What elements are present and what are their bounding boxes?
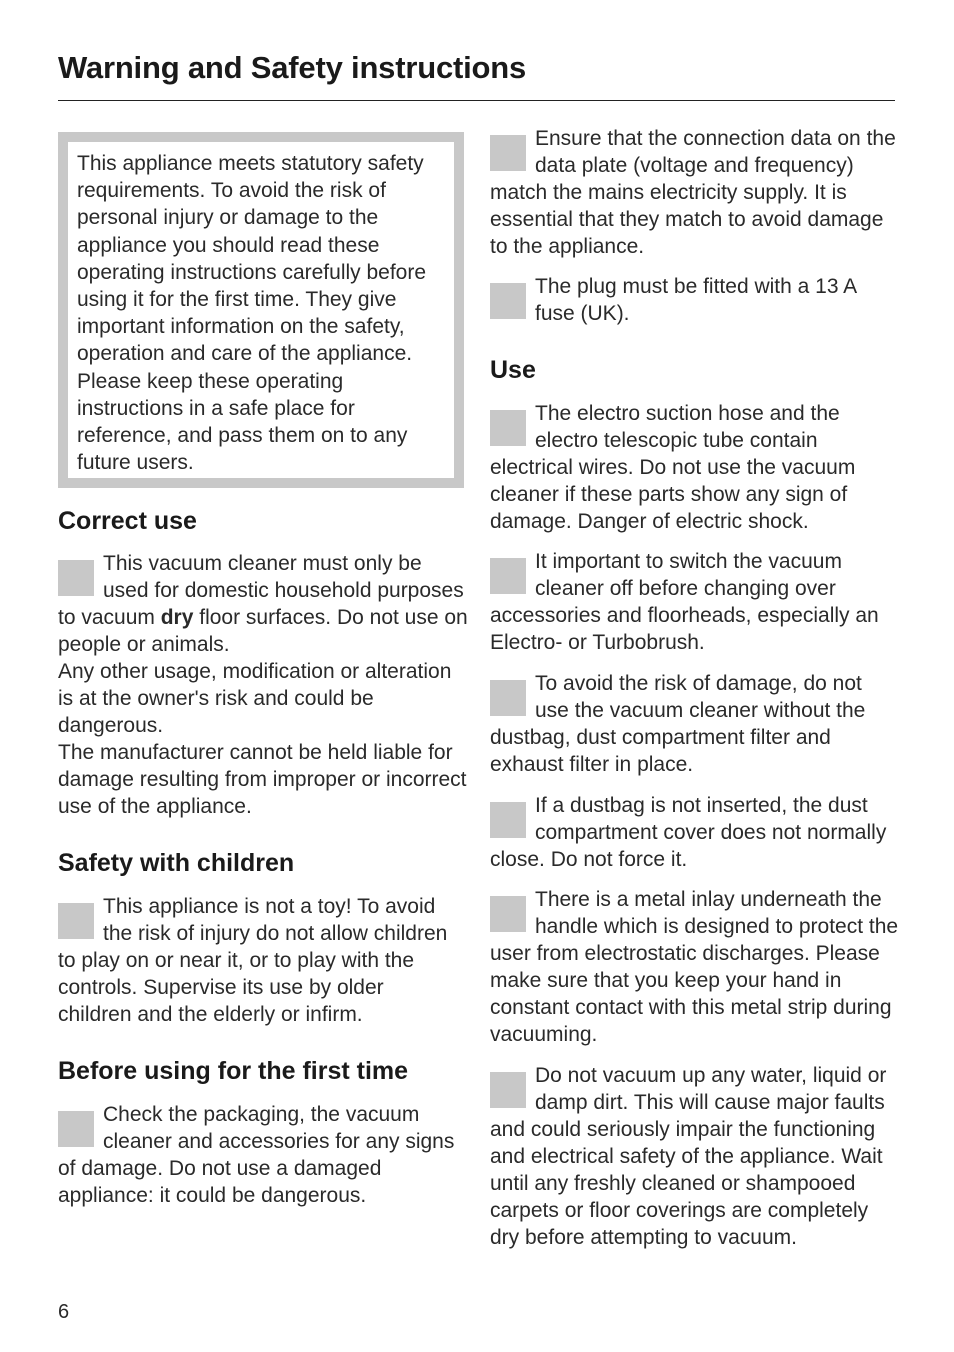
note-use-3: To avoid the risk of damage, do not use the vacuum cleaner without the dustbag, dust compartment filter and exhaust filter in place. (490, 672, 866, 776)
page-title: Warning and Safety instructions (58, 50, 527, 85)
note-use-4: If a dustbag is not inserted, the dust compartment cover does not normally close. Do not force it. (490, 794, 887, 871)
note-correct-use (58, 550, 468, 820)
warning-bullet-icon (58, 1111, 94, 1147)
bold-dry: dry (160, 606, 194, 629)
title-divider (58, 100, 895, 101)
intro-notice-text: This appliance meets statutory safety requirements. To avoid the risk of personal injury or damage to the appliance you should read these operating instructions carefully before using it for the first time. They give important information on the safety, operation and care of the appliance. Please keep these operating instructions in a safe place for reference, and pass them on to any future users. (68, 142, 454, 478)
page-number: 6 (58, 1301, 70, 1323)
note-use-5: There is a metal inlay underneath the handle which is designed to protect the user from electrostatic discharges. Please make sure that you keep your hand in constant contact with this metal strip during vacuuming. (490, 888, 899, 1046)
heading-correct-use: Correct use (58, 507, 197, 535)
warning-bullet-icon (490, 1072, 526, 1108)
note-correct-use-para3: The manufacturer cannot be held liable for damage resulting from improper or incorrect use of the appliance. (58, 741, 467, 818)
note-use-1: The electro suction hose and the electro telescopic tube contain electrical wires. Do not use the vacuum cleaner if these parts show any sign of damage. Danger of electric shock. (490, 402, 856, 533)
note-first-time-3: The plug must be fitted with a 13 A fuse (UK). (490, 273, 900, 327)
warning-bullet-icon (490, 680, 526, 716)
note-correct-use-para1: This vacuum cleaner must only be used for domestic household purposes to vacuum dry floor surfaces. Do not use on people or animals. (58, 552, 468, 656)
note-use-2: It important to switch the vacuum cleaner off before changing over accessories and floorheads, especially an Electro- or Turbobrush. (490, 550, 879, 654)
heading-safety-children: Safety with children (58, 849, 295, 877)
warning-bullet-icon (490, 410, 526, 446)
note-children: This appliance is not a toy! To avoid the risk of injury do not allow children to play on or near it, or to play with the controls. Supervise its use by older children and the elderly or infirm. (58, 895, 448, 1026)
warning-bullet-icon (490, 558, 526, 594)
note-first-time-2: Ensure that the connection data on the data plate (voltage and frequency) match the mains electricity supply. It is essential that they match to avoid damage to the appliance. (490, 127, 896, 258)
warning-bullet-icon (490, 135, 526, 171)
warning-bullet-icon (490, 283, 526, 319)
heading-first-time: Before using for the first time (58, 1057, 409, 1085)
heading-use: Use (490, 356, 536, 384)
note-first-time-1: Check the packaging, the vacuum cleaner and accessories for any signs of damage. Do not use a damaged appliance: it could be dangerous. (58, 1103, 455, 1207)
warning-bullet-icon (490, 802, 526, 838)
intro-notice-box (58, 132, 464, 488)
warning-bullet-icon (58, 560, 94, 596)
note-correct-use-para2: Any other usage, modification or alteration is at the owner's risk and could be dangerous. (58, 660, 452, 737)
warning-bullet-icon (490, 896, 526, 932)
warning-bullet-icon (58, 903, 94, 939)
note-use-6: Do not vacuum up any water, liquid or damp dirt. This will cause major faults and could seriously impair the functioning and electrical safety of the appliance. Wait until any freshly cleaned or shampooed carpets or floor coverings are completely dry before attempting to vacuum. (490, 1064, 887, 1249)
